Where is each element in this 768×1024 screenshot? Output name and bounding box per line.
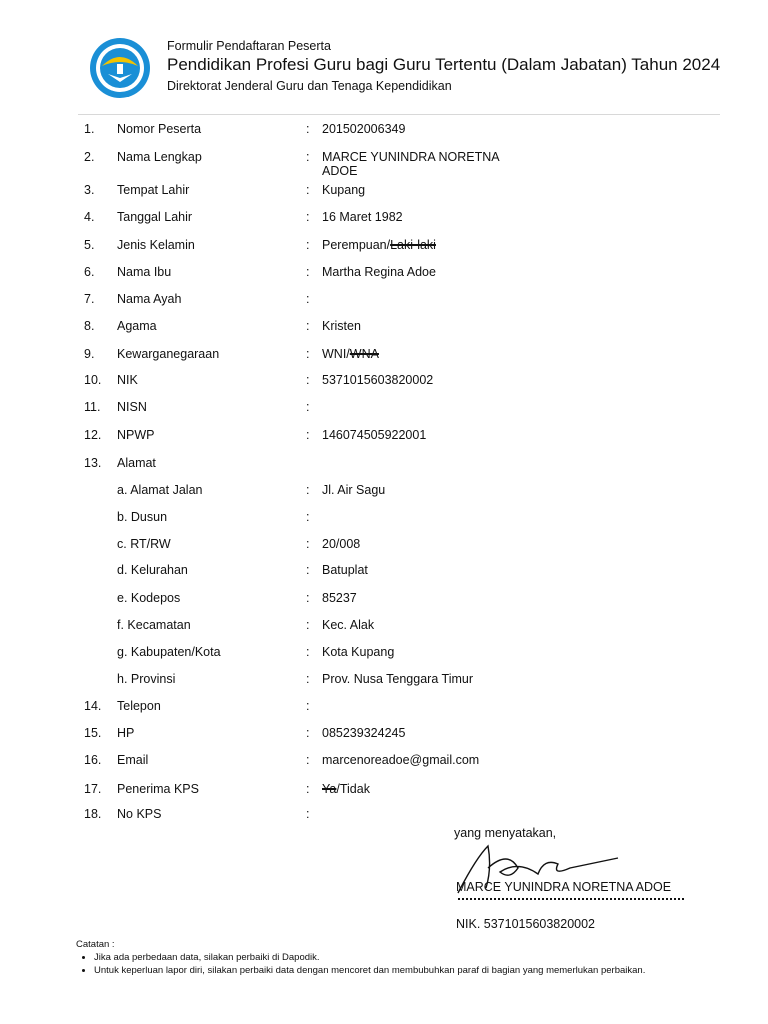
field-colon: : xyxy=(306,373,310,387)
signature-dotted-line xyxy=(458,898,684,900)
field-value xyxy=(322,781,370,797)
field-label: Kewarganegaraan xyxy=(117,347,220,361)
field-label: f. Kecamatan xyxy=(117,618,191,632)
field-label: a. Alamat Jalan xyxy=(117,483,203,497)
field-value xyxy=(322,264,436,280)
field-value-text: 85237 xyxy=(322,591,357,605)
note-item: • Untuk keperluan lapor diri, silakan perbaiki data dengan mencoret dan membubuhkan paraf di bagian yang memerlukan perbaikan. xyxy=(94,964,645,977)
field-value-text: Martha Regina Adoe xyxy=(322,265,436,279)
field-value-text: Prov. Nusa Tenggara Timur xyxy=(322,672,473,686)
field-value-text: 16 Maret 1982 xyxy=(322,210,403,224)
form-subtitle: Direktorat Jenderal Guru dan Tenaga Kependidikan xyxy=(167,79,452,93)
field-value-text: 201502006349 xyxy=(322,122,406,136)
field-value xyxy=(322,590,357,606)
field-value xyxy=(322,346,379,362)
field-number: 12. xyxy=(84,428,102,442)
field-number: 9. xyxy=(84,347,95,361)
form-title-main: Pendidikan Profesi Guru bagi Guru Tertentu (Dalam Jabatan) Tahun 2024 xyxy=(167,55,721,74)
signature-intro: yang menyatakan, xyxy=(454,826,557,840)
field-number: 8. xyxy=(84,319,95,333)
field-value xyxy=(322,318,361,334)
field-colon: : xyxy=(306,591,310,605)
field-label: g. Kabupaten/Kota xyxy=(117,645,221,659)
field-label: Nama Ibu xyxy=(117,265,172,279)
field-colon: : xyxy=(306,510,310,524)
field-label: Jenis Kelamin xyxy=(117,238,195,252)
tut-wuri-handayani-logo xyxy=(88,36,152,100)
field-value xyxy=(322,536,360,552)
field-value xyxy=(322,617,374,633)
header-divider xyxy=(78,114,720,115)
field-label: Nama Ayah xyxy=(117,292,182,306)
field-value-text: Kec. Alak xyxy=(322,618,375,632)
field-label: b. Dusun xyxy=(117,510,168,524)
field-colon: : xyxy=(306,618,310,632)
field-label: NPWP xyxy=(117,428,155,442)
field-label: Penerima KPS xyxy=(117,782,199,796)
field-value xyxy=(322,482,385,498)
field-colon: : xyxy=(306,347,310,361)
field-label: h. Provinsi xyxy=(117,672,176,686)
field-colon: : xyxy=(306,563,310,577)
field-colon: : xyxy=(306,210,310,224)
field-colon: : xyxy=(306,150,310,164)
field-label: NIK xyxy=(117,373,138,387)
field-value-text: 146074505922001 xyxy=(322,428,427,442)
field-colon: : xyxy=(306,319,310,333)
field-value-text: Perempuan/ xyxy=(322,238,391,252)
field-number: 6. xyxy=(84,265,95,279)
signature-nik: NIK. 5371015603820002 xyxy=(456,917,596,931)
field-label: Nomor Peserta xyxy=(117,122,202,136)
field-colon: : xyxy=(306,292,310,306)
field-colon: : xyxy=(306,782,310,796)
field-colon: : xyxy=(306,183,310,197)
field-value-text: 20/008 xyxy=(322,537,361,551)
field-number: 3. xyxy=(84,183,95,197)
field-colon: : xyxy=(306,122,310,136)
field-label: e. Kodepos xyxy=(117,591,181,605)
field-value xyxy=(322,121,405,137)
field-colon: : xyxy=(306,726,310,740)
field-colon: : xyxy=(306,672,310,686)
field-colon: : xyxy=(306,537,310,551)
field-value-text: Batuplat xyxy=(322,563,368,577)
field-value-text: Kota Kupang xyxy=(322,645,395,659)
field-number: 10. xyxy=(84,373,102,387)
field-value xyxy=(322,671,473,687)
field-label: c. RT/RW xyxy=(117,537,171,551)
field-label: HP xyxy=(117,726,135,740)
field-number: 14. xyxy=(84,699,102,713)
field-number: 7. xyxy=(84,292,95,306)
notes-heading: Catatan : xyxy=(76,939,115,950)
field-number: 11. xyxy=(84,400,101,414)
field-value-continued: ADOE xyxy=(322,164,358,178)
field-label: Tanggal Lahir xyxy=(117,210,193,224)
field-value xyxy=(322,372,433,388)
field-colon: : xyxy=(306,483,310,497)
form-title-small: Formulir Pendaftaran Peserta xyxy=(167,39,331,53)
field-number: 17. xyxy=(84,782,102,796)
field-value-text: Kupang xyxy=(322,183,366,197)
field-colon: : xyxy=(306,699,310,713)
field-number: 13. xyxy=(84,456,102,470)
field-number: 4. xyxy=(84,210,95,224)
field-label: Email xyxy=(117,753,149,767)
field-number: 5. xyxy=(84,238,95,252)
notes-section xyxy=(76,938,645,977)
field-colon: : xyxy=(306,265,310,279)
field-colon: : xyxy=(306,238,310,252)
note-item: • Jika ada perbedaan data, silakan perbaiki di Dapodik. xyxy=(94,951,645,964)
field-number: 15. xyxy=(84,726,102,740)
field-number: 2. xyxy=(84,150,95,164)
field-value xyxy=(322,644,394,660)
field-value-text: WNI/ xyxy=(322,347,350,361)
field-value-text: /Tidak xyxy=(336,782,370,796)
field-value-text: marcenoreadoe@gmail.com xyxy=(322,753,480,767)
field-label: Telepon xyxy=(117,699,161,713)
signature-name: MARCE YUNINDRA NORETNA ADOE xyxy=(456,880,672,894)
field-value-text: Jl. Air Sagu xyxy=(322,483,386,497)
field-colon: : xyxy=(306,428,310,442)
field-value xyxy=(322,209,403,225)
field-value-text: Kristen xyxy=(322,319,361,333)
field-label: Nama Lengkap xyxy=(117,150,202,164)
field-label: Alamat xyxy=(117,456,156,470)
field-value xyxy=(322,182,365,198)
field-value-text: 5371015603820002 xyxy=(322,373,434,387)
field-value xyxy=(322,427,426,443)
field-colon: : xyxy=(306,753,310,767)
field-value xyxy=(322,237,436,253)
field-value-text: 085239324245 xyxy=(322,726,406,740)
field-number: 16. xyxy=(84,753,102,767)
field-label: Tempat Lahir xyxy=(117,183,190,197)
struck-option: WNA xyxy=(349,347,379,361)
field-label: NISN xyxy=(117,400,147,414)
struck-option: Laki-laki xyxy=(390,238,436,252)
field-value xyxy=(322,752,479,768)
form-header xyxy=(88,36,728,106)
struck-option: Ya xyxy=(322,782,337,796)
field-label: No KPS xyxy=(117,807,162,821)
field-number: 18. xyxy=(84,807,102,821)
field-label: d. Kelurahan xyxy=(117,563,188,577)
field-value xyxy=(322,725,405,741)
field-value-text: MARCE YUNINDRA NORETNA xyxy=(322,150,500,164)
field-colon: : xyxy=(306,400,310,414)
field-label: Agama xyxy=(117,319,157,333)
field-value xyxy=(322,562,368,578)
field-colon: : xyxy=(306,807,310,821)
field-number: 1. xyxy=(84,122,95,136)
field-colon: : xyxy=(306,645,310,659)
